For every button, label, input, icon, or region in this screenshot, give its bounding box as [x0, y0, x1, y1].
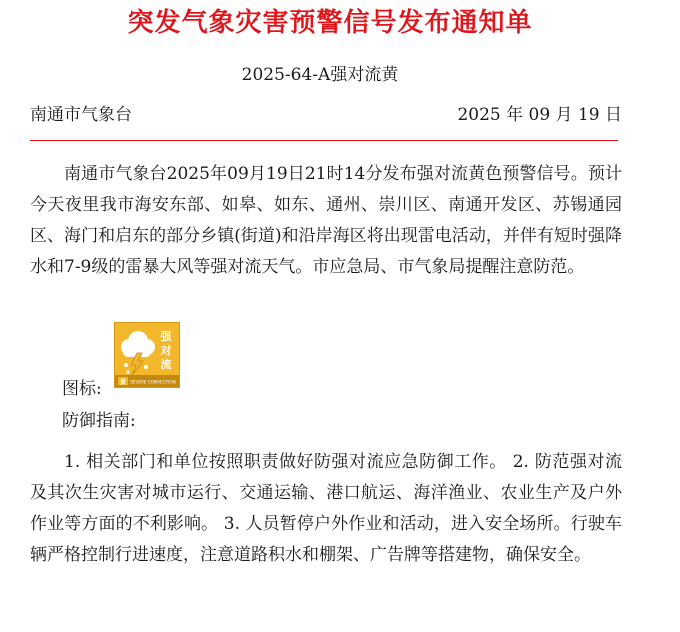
icon-label: 图标: — [62, 379, 102, 399]
issuer: 南通市气象台 — [30, 105, 132, 125]
notice-title: 突发气象灾害预警信号发布通知单 — [127, 8, 533, 38]
issue-date: 2025 年 09 月 19 日 — [457, 105, 622, 125]
badge-char-3: 流 — [160, 358, 172, 371]
warning-badge-graphic — [115, 323, 179, 387]
badge-char-2: 对 — [160, 344, 172, 357]
guide-body: 1. 相关部门和单位按照职责做好防强对流应急防御工作。 2. 防范强对流及其次生灾害对城市运行、交通运输、港口航运、海洋渔业、农业生产及户外作业等方面的不利影响。 3. 人员暂停户外作业和活动，进入安全场所。行驶车辆严格控制行进速度，注意道路积水和棚架、广告牌等搭建物，确保安全。 — [30, 452, 622, 565]
badge-char-1: 强 — [160, 330, 172, 343]
guide-label: 防御指南: — [62, 411, 136, 431]
badge-level: 黄 — [119, 379, 127, 386]
badge-caption: SEVERE CONVECTION — [130, 379, 176, 385]
document-number: 2025-64-A强对流黄 — [241, 65, 399, 85]
notice-body: 南通市气象台2025年09月19日21时14分发布强对流黄色预警信号。预计今天夜里我市海安东部、如皋、如东、通州、崇川区、南通开发区、苏锡通园区、海门和启东的部分乡镇(街道)和沿岸海区将出现雷电活动，并伴有短时强降水和7-9级的雷暴大风等强对流天气。市应急局、市气象局提醒注意防范。 — [30, 164, 622, 277]
severe-convection-yellow-warning-icon — [114, 322, 180, 388]
header-divider — [30, 140, 618, 141]
